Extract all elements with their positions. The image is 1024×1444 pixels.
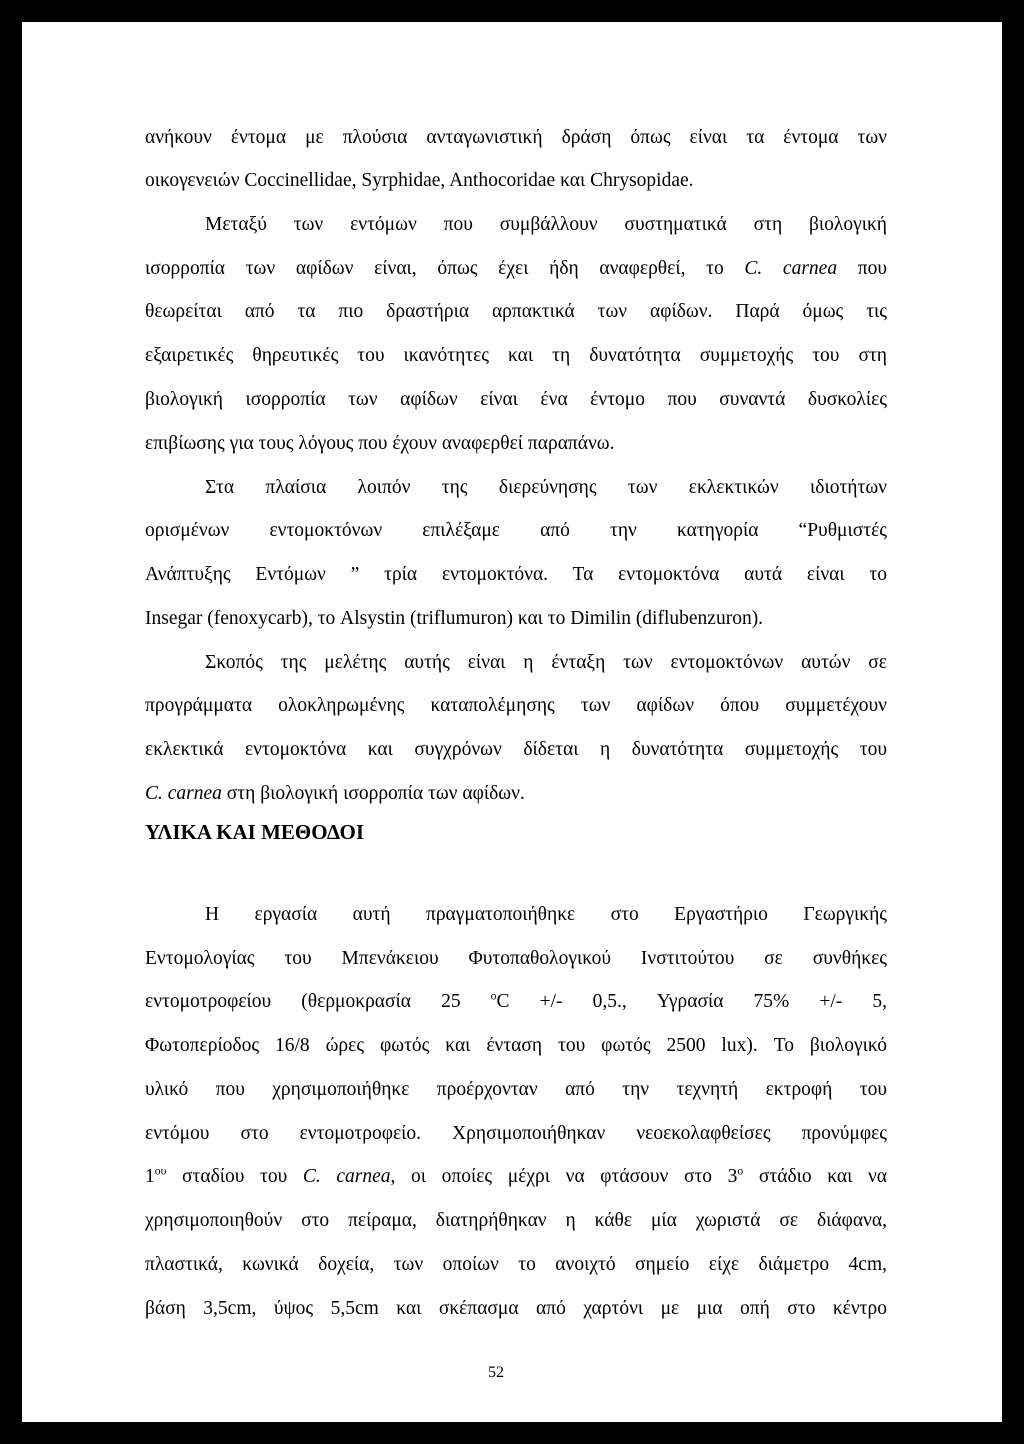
text-line: βάση 3,5cm, ύψος 5,5cm και σκέπασμα από χαρτόνι με μια οπή στο κέντρο (145, 1298, 887, 1319)
text-line: οικογενειών Coccinellidae, Syrphidae, Anthocoridae και Chrysopidae. (145, 170, 694, 191)
text-line: ορισμένων εντομοκτόνων επιλέξαμε από την κατηγορία “Ρυθμιστές (145, 520, 887, 541)
text-line: Εντομολογίας του Μπενάκειου Φυτοπαθολογικού Ινστιτούτου σε συνθήκες (145, 948, 887, 969)
text-line: C. carnea στη βιολογική ισορροπία των αφίδων. (145, 783, 525, 804)
text-line: υλικό που χρησιμοποιήθηκε προέρχονταν από την τεχνητή εκτροφή του (145, 1079, 887, 1100)
text-line: πλαστικά, κωνικά δοχεία, των οποίων το ανοιχτό σημείο είχε διάμετρο 4cm, (145, 1254, 887, 1275)
section-heading: ΥΛΙΚΑ ΚΑΙ ΜΕΘΟΔΟΙ (145, 820, 365, 844)
text-line: Φωτοπερίοδος 16/8 ώρες φωτός και ένταση του φωτός 2500 lux). Το βιολογικό (145, 1035, 887, 1056)
text-line: εξαιρετικές θηρευτικές του ικανότητες και τη δυνατότητα συμμετοχής του στη (145, 345, 887, 366)
text-line: εντομοτροφείου (θερμοκρασία 25 $^o$C +/- 0,5., Υγρασία 75% +/- 5, (145, 989, 887, 1012)
text-line: εκλεκτικά εντομοκτόνα και συγχρόνων δίδεται η δυνατότητα συμμετοχής του (145, 739, 887, 760)
text-line: Στα πλαίσια λοιπόν της διερεύνησης των εκλεκτικών ιδιοτήτων (205, 477, 887, 498)
text-line: εντόμου στο εντομοτροφείο. Χρησιμοποιήθηκαν νεοεκολαφθείσες προνύμφες (145, 1123, 887, 1144)
text-line: Μεταξύ των εντόμων που συμβάλλουν συστηματικά στη βιολογική (205, 214, 887, 235)
text-line: Η εργασία αυτή πραγματοποιήθηκε στο Εργαστήριο Γεωργικής (205, 904, 887, 925)
text-line: θεωρείται από τα πιο δραστήρια αρπακτικά των αφίδων. Παρά όμως τις (145, 301, 887, 322)
text-line: χρησιμοποιηθούν στο πείραμα, διατηρήθηκαν η κάθε μία χωριστά σε διάφανα, (145, 1210, 887, 1231)
page-number: 52 (488, 1364, 504, 1381)
text-line: ανήκουν έντομα με πλούσια ανταγωνιστική δράση όπως είναι τα έντομα των (145, 127, 887, 148)
text-line: $1^{o\upsilon}$ σταδίου του C. carnea, οι οποίες μέχρι να φτάσουν στο $3^o$ στάδιο και να (145, 1164, 888, 1187)
text-line: ισορροπία των αφίδων είναι, όπως έχει ήδη αναφερθεί, το C. carnea που (145, 258, 887, 279)
document-page (22, 22, 1002, 1422)
text-line: Insegar (fenoxycarb), το Alsystin (triflumuron) και το Dimilin (diflubenzuron). (145, 608, 764, 629)
text-line: Σκοπός της μελέτης αυτής είναι η ένταξη των εντομοκτόνων αυτών σε (205, 652, 887, 673)
text-line: επιβίωσης για τους λόγους που έχουν αναφερθεί παραπάνω. (145, 433, 615, 454)
text-line: βιολογική ισορροπία των αφίδων είναι ένα έντομο που συναντά δυσκολίες (145, 389, 887, 410)
text-line: προγράμματα ολοκληρωμένης καταπολέμησης των αφίδων όπου συμμετέχουν (145, 695, 887, 716)
text-line: Ανάπτυξης Εντόμων ” τρία εντομοκτόνα. Τα εντομοκτόνα αυτά είναι το (145, 564, 887, 585)
